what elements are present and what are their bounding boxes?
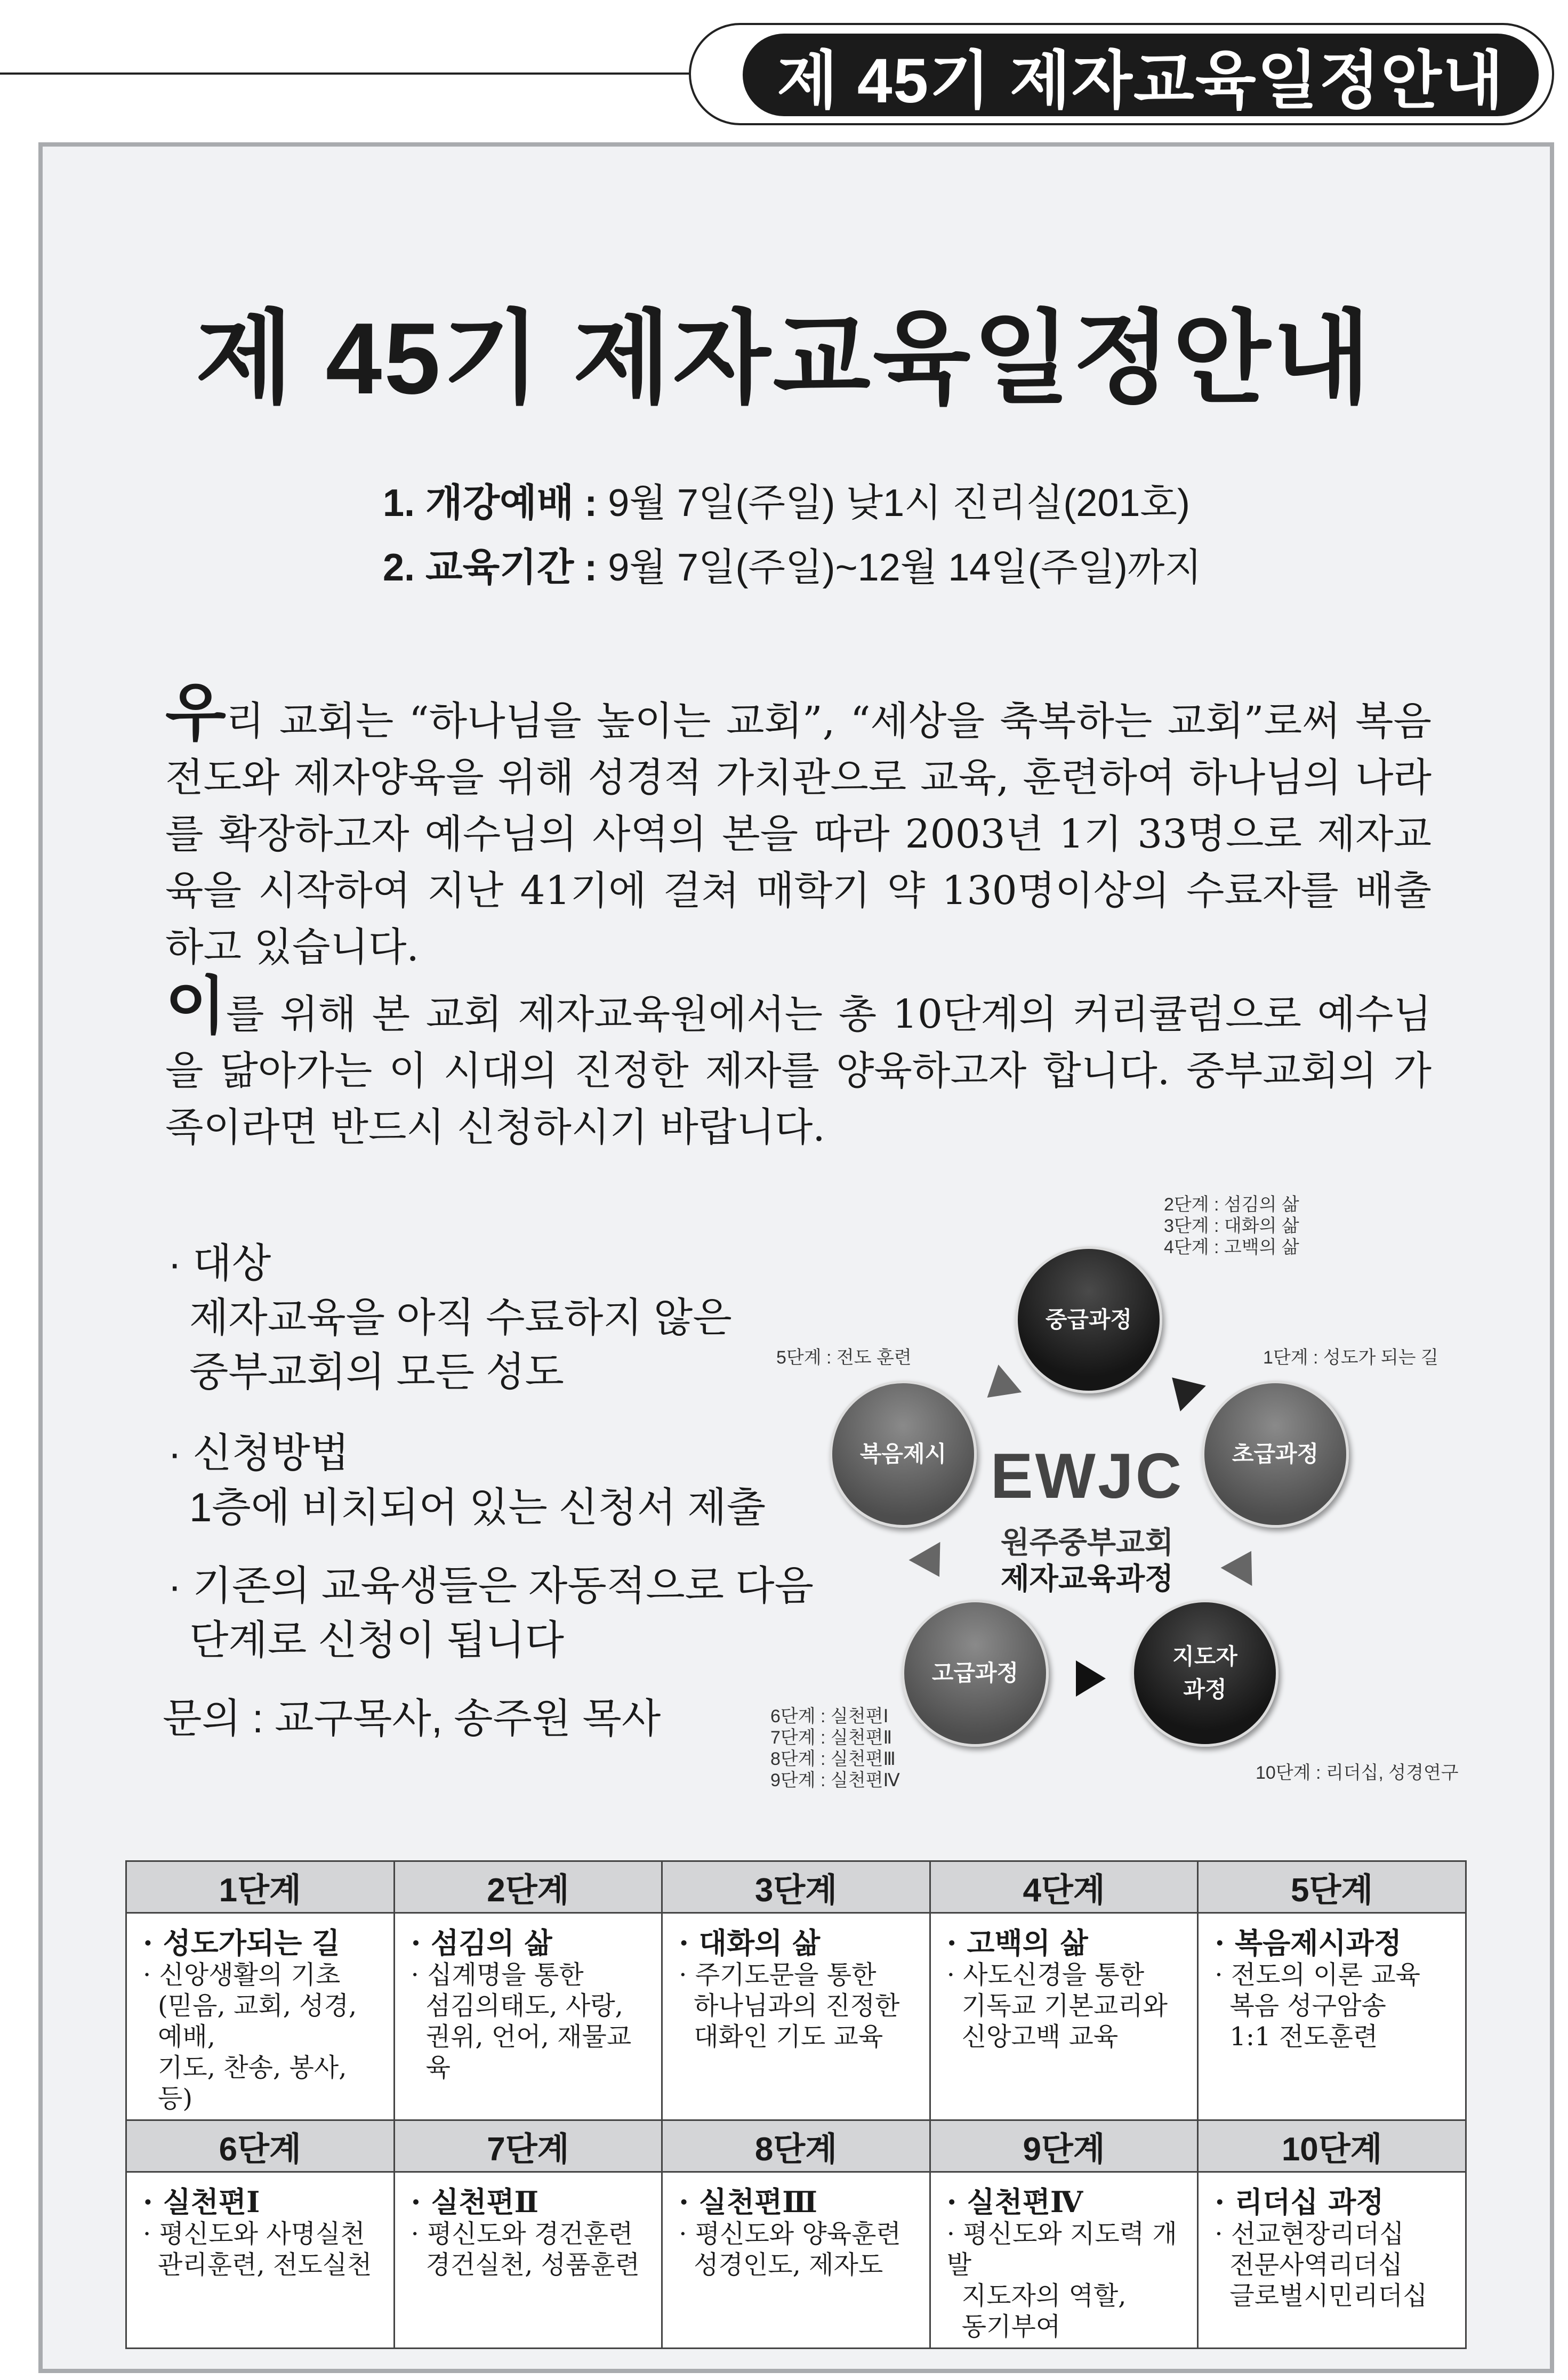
cell-line: 섬김의태도, 사랑,	[425, 1991, 623, 2021]
cell-title: · 고백의 삶	[946, 1926, 1088, 1960]
circle-intermediate: 중급과정	[1015, 1246, 1162, 1393]
cell-line: · 평신도와 경건훈련	[411, 2219, 633, 2249]
cell-line: · 주기도문을 통한	[679, 1960, 877, 1990]
drop-cap: 우	[165, 675, 226, 749]
table-row	[126, 2172, 1466, 2349]
table-row	[126, 1913, 1466, 2120]
cell-title: · 대화의 삶	[679, 1926, 821, 1960]
diagram-label: 5단계 : 전도 훈련	[776, 1348, 912, 1368]
info-period	[383, 536, 1202, 592]
circle-beginner: 초급과정	[1202, 1381, 1349, 1528]
page-title: 제 45기 제자교육일정안내	[195, 302, 1373, 415]
info-value: 9월 7일(주일)~12월 14일(주일)까지	[608, 546, 1202, 589]
cell-line: 관리훈련, 전도실천	[158, 2250, 372, 2280]
circle-text: 과정	[1183, 1677, 1227, 1702]
cell-line: · 십계명을 통한	[411, 1960, 584, 1990]
cell-line: 지도자의 역할,	[961, 2281, 1127, 2311]
table-header-cell: 6단계	[126, 2120, 395, 2172]
cell-title: · 성도가되는 길	[143, 1926, 340, 1960]
label-line: 6단계 : 실천편Ⅰ	[770, 1706, 889, 1726]
cell-title: · 실천편Ⅰ	[143, 2185, 260, 2219]
paragraph-text: 리 교회는 “하나님을 높이는 교회”, “세상을 축복하는 교회”로써 복음전도와 제자양육을 위해 성경적 가치관으로 교육, 훈련하여 하나님의 나라를 확장하고자 예수님의 사역의 본을 따라 2003년 1기 33명으로 제자교육을 시작하여 지난 41기에 걸쳐 매학기 약 130명이상의 수료자를 배출하고 있습니다.	[165, 698, 1432, 970]
cell-title: · 리더십 과정	[1215, 2185, 1384, 2219]
cell-line: 경건실천, 성품훈련	[425, 2250, 640, 2280]
method-line: 1층에 비치되어 있는 신청서 제출	[189, 1485, 766, 1530]
circle-leader	[1131, 1600, 1278, 1747]
table-header-cell: 4단계	[930, 1861, 1198, 1913]
cell-line: 권위, 언어, 재물교육	[425, 2022, 632, 2083]
auto-line: · 기존의 교육생들은 자동적으로 다음	[168, 1563, 814, 1609]
contact: 문의 : 교구목사, 송주원 목사	[163, 1696, 661, 1741]
cell-line: 기독교 기본교리와	[961, 1991, 1168, 2021]
table-cell	[1198, 1913, 1466, 2120]
cell-line: · 평신도와 지도력 개발	[946, 2219, 1177, 2280]
cell-line: · 사도신경을 통한	[946, 1960, 1145, 1990]
info-value: 9월 7일(주일) 낮1시 진리실(201호)	[608, 482, 1190, 525]
cell-line: · 신앙생활의 기초	[143, 1960, 341, 1990]
cell-title: · 실천편Ⅳ	[946, 2185, 1083, 2219]
target-label: · 대상	[168, 1241, 271, 1286]
table-header-row	[126, 1861, 1466, 1913]
label-line: 8단계 : 실천편Ⅲ	[770, 1749, 896, 1769]
cell-line: 기도, 찬송, 봉사, 등)	[158, 2053, 347, 2113]
table-header-cell: 3단계	[662, 1861, 930, 1913]
logo-text: EWJC	[990, 1440, 1184, 1512]
cell-title: · 섬김의 삶	[411, 1926, 552, 1960]
circle-gospel: 복음제시	[830, 1381, 977, 1528]
table-cell	[1198, 2172, 1466, 2349]
table-header-cell: 7단계	[394, 2120, 662, 2172]
table-cell	[394, 2172, 662, 2349]
cell-line: · 전도의 이론 교육	[1215, 1960, 1420, 1990]
curriculum-table	[125, 1860, 1467, 2349]
table-cell	[930, 1913, 1198, 2120]
target-line: 제자교육을 아직 수료하지 않은	[189, 1295, 732, 1341]
paragraph-text: 를 위해 본 교회 제자교육원에서는 총 10단계의 커리큘럼으로 예수님을 닮아가는 이 시대의 진정한 제자를 양육하고자 합니다. 중부교회의 가족이라면 반드시 신청하시기 바랍니다.	[165, 991, 1432, 1150]
ewjc-logo	[980, 1439, 1194, 1513]
label-line: 9단계 : 실천편Ⅳ	[770, 1770, 900, 1790]
table-cell	[126, 1913, 395, 2120]
diagram-label: 10단계 : 리더십, 성경연구	[1256, 1763, 1459, 1783]
auto-line: 단계로 신청이 됩니다	[189, 1618, 564, 1663]
label-line: 7단계 : 실천편Ⅱ	[770, 1728, 892, 1748]
table-header-row	[126, 2120, 1466, 2172]
cell-line: 대화인 기도 교육	[694, 2022, 883, 2052]
table-cell	[930, 2172, 1198, 2349]
cell-line: · 평신도와 사명실천	[143, 2219, 365, 2249]
table-cell	[126, 2172, 395, 2349]
label-line: 3단계 : 대화의 삶	[1164, 1216, 1299, 1236]
cell-line: 성경인도, 제자도	[694, 2250, 883, 2280]
info-label: 1. 개강예배 :	[383, 482, 598, 525]
cell-line: 전문사역리더십	[1229, 2250, 1403, 2280]
intro-paragraph-1	[165, 675, 1432, 975]
table-cell	[662, 1913, 930, 2120]
intro-paragraph-2	[165, 969, 1432, 1156]
table-header-cell: 9단계	[930, 2120, 1198, 2172]
header-rule	[0, 72, 693, 75]
table-cell	[662, 2172, 930, 2349]
cell-title: · 실천편Ⅲ	[679, 2185, 818, 2219]
arrow-right-icon	[1076, 1660, 1106, 1697]
circle-text: 지도자	[1172, 1644, 1237, 1669]
cell-title: · 복음제시과정	[1215, 1926, 1402, 1960]
program-name: 제자교육과정	[1000, 1562, 1174, 1595]
header-tab-title: 제 45기 제자교육일정안내	[743, 34, 1539, 116]
cell-line: 글로벌시민리더십	[1229, 2281, 1428, 2311]
cell-line: 복음 성구암송	[1229, 1991, 1386, 2021]
diagram-label	[1164, 1194, 1299, 1258]
target-line: 중부교회의 모든 성도	[189, 1350, 564, 1395]
cell-line: 하나님과의 진정한	[694, 1991, 900, 2021]
cell-line: · 평신도와 양육훈련	[679, 2219, 901, 2249]
table-header-cell: 2단계	[394, 1861, 662, 1913]
info-label: 2. 교육기간 :	[383, 546, 598, 589]
label-line: 4단계 : 고백의 삶	[1164, 1237, 1299, 1257]
label-line: 2단계 : 섬김의 삶	[1164, 1195, 1299, 1215]
circle-advanced: 고급과정	[902, 1600, 1049, 1747]
table-cell	[394, 1913, 662, 2120]
drop-cap: 이	[165, 969, 226, 1043]
cell-line: 신앙고백 교육	[961, 2022, 1119, 2052]
diagram-label	[770, 1706, 900, 1791]
info-opening-service	[383, 472, 1190, 527]
method-label: · 신청방법	[168, 1431, 350, 1476]
details-list	[163, 1237, 814, 1746]
cell-title: · 실천편Ⅱ	[411, 2185, 539, 2219]
cell-line: · 선교현장리더십	[1215, 2219, 1404, 2249]
org-name: 원주중부교회	[1000, 1526, 1174, 1559]
cell-line: 동기부여	[961, 2312, 1061, 2342]
cell-line: 1:1 전도훈련	[1229, 2022, 1378, 2052]
table-header-cell: 8단계	[662, 2120, 930, 2172]
table-header-cell: 10단계	[1198, 2120, 1466, 2172]
cell-line: (믿음, 교회, 성경, 예배,	[158, 1991, 357, 2052]
diagram-label: 1단계 : 성도가 되는 길	[1263, 1348, 1438, 1368]
table-header-cell: 5단계	[1198, 1861, 1466, 1913]
table-header-cell: 1단계	[126, 1861, 395, 1913]
